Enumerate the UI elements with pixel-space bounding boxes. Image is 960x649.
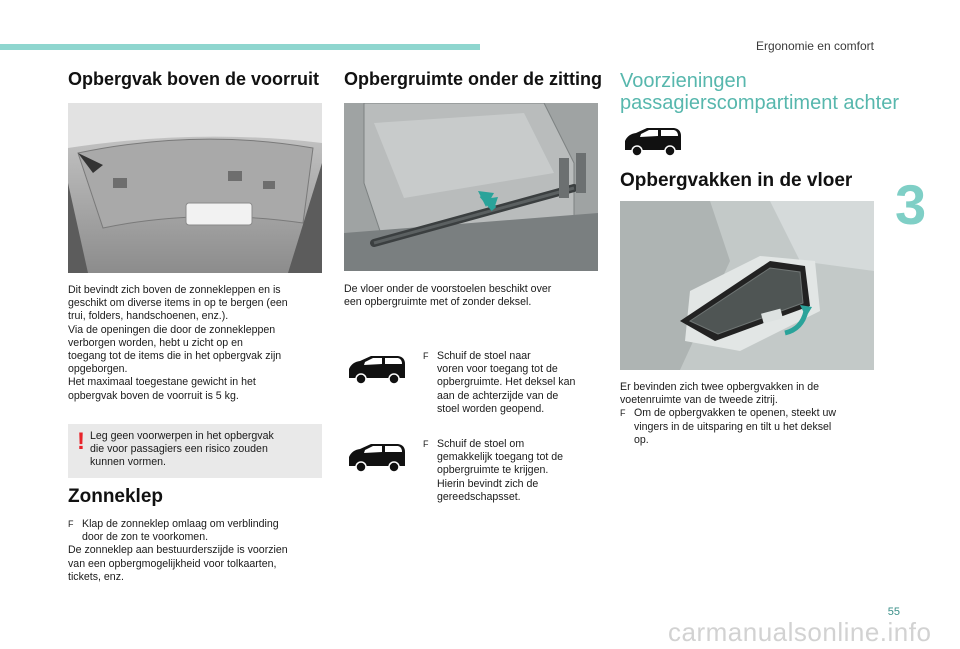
bullet-marker: F xyxy=(423,351,429,361)
floor-compartments-text xyxy=(620,381,878,447)
van-icon xyxy=(346,440,408,479)
text-line: stoel worden geopend. xyxy=(437,402,545,415)
van-icon xyxy=(622,124,684,163)
sun-visor-text xyxy=(68,518,326,584)
text-line: opbergruimte. Het deksel kan xyxy=(437,376,576,389)
heading-line: passagierscompartiment achter xyxy=(620,92,900,114)
under-seat-bullet-1 xyxy=(423,350,603,416)
section-title: Ergonomie en comfort xyxy=(755,39,874,53)
text-line: opbergruimte te krijgen. xyxy=(437,464,549,477)
text-line: Schuif de stoel om xyxy=(437,438,525,450)
text-line: gereedschapsset. xyxy=(437,490,521,503)
text-line: een opbergruimte met of zonder deksel. xyxy=(344,296,532,309)
text-line: Om de opbergvakken te openen, steekt uw xyxy=(634,407,836,420)
text-line: tickets, enz. xyxy=(68,570,124,583)
text-line: Hierin bevindt zich de xyxy=(437,477,539,490)
text-line: die voor passagiers een risico zouden xyxy=(90,443,268,456)
text-line: vingers in de uitsparing en tilt u het deksel xyxy=(634,420,832,433)
text-line: van een opbergmogelijkheid voor tolkaarten, xyxy=(68,557,277,570)
bullet-marker: F xyxy=(68,519,74,529)
text-line: door de zon te voorkomen. xyxy=(82,531,209,544)
text-line: gemakkelijk toegang tot de xyxy=(437,451,564,464)
text-line: Leg geen voorwerpen in het opbergvak xyxy=(90,430,274,442)
text-line: Klap de zonneklep omlaag om verblinding xyxy=(82,518,279,530)
text-line: voetenruimte van de tweede zitrij. xyxy=(620,394,778,407)
text-line: voren voor toegang tot de xyxy=(437,363,558,376)
heading-floor-compartments: Opbergvakken in de vloer xyxy=(620,170,853,191)
photo-floor-compartments xyxy=(620,201,874,370)
under-seat-intro xyxy=(344,283,598,309)
heading-overhead-storage: Opbergvak boven de voorruit xyxy=(68,69,320,89)
header-accent-bar xyxy=(0,44,480,50)
heading-rear-compartment xyxy=(620,70,899,114)
text-line: op. xyxy=(634,433,649,446)
text-line: geschikt om diverse items in op te bergen (een xyxy=(68,297,288,310)
heading-under-seat-storage: Opbergruimte onder de zitting xyxy=(344,69,603,89)
text-line: toegang tot de items die in het opbergvak zijn xyxy=(68,350,282,363)
van-icon xyxy=(346,352,408,391)
warning-text xyxy=(90,430,315,470)
chapter-number: 3 xyxy=(895,173,927,236)
text-line: De zonneklep aan bestuurderszijde is voorzien xyxy=(68,544,288,557)
text-line: aan de achterzijde van de xyxy=(437,389,559,402)
watermark: carmanualsonline.info xyxy=(668,617,932,647)
text-line: trui, folders, handschoenen, enz.). xyxy=(68,310,229,323)
text-line: Er bevinden zich twee opbergvakken in de xyxy=(620,381,820,393)
photo-under-seat-storage xyxy=(344,103,598,271)
warning-icon: ! xyxy=(77,428,85,455)
photo-overhead-storage xyxy=(68,103,322,273)
text-line: kunnen vormen. xyxy=(90,456,166,469)
overhead-storage-text xyxy=(68,284,326,403)
text-line: De vloer onder de voorstoelen beschikt over xyxy=(344,283,552,295)
text-line: opbergvak boven de voorruit is 5 kg. xyxy=(68,389,239,402)
text-line: Schuif de stoel naar xyxy=(437,350,531,362)
text-line: opgeborgen. xyxy=(68,363,128,376)
heading-sun-visor: Zonneklep xyxy=(68,486,164,507)
warning-box xyxy=(68,424,322,478)
text-line: Via de openingen die door de zonnekleppen xyxy=(68,323,276,336)
text-line: Het maximaal toegestane gewicht in het xyxy=(68,376,256,389)
bullet-marker: F xyxy=(423,439,429,449)
bullet-marker: F xyxy=(620,408,626,419)
heading-line: Voorzieningen xyxy=(620,70,747,92)
text-line: Dit bevindt zich boven de zonnekleppen en is xyxy=(68,284,281,296)
under-seat-bullet-2 xyxy=(423,438,603,504)
page-number: 55 xyxy=(887,606,900,618)
text-line: verborgen worden, hebt u zicht op en xyxy=(68,336,243,349)
